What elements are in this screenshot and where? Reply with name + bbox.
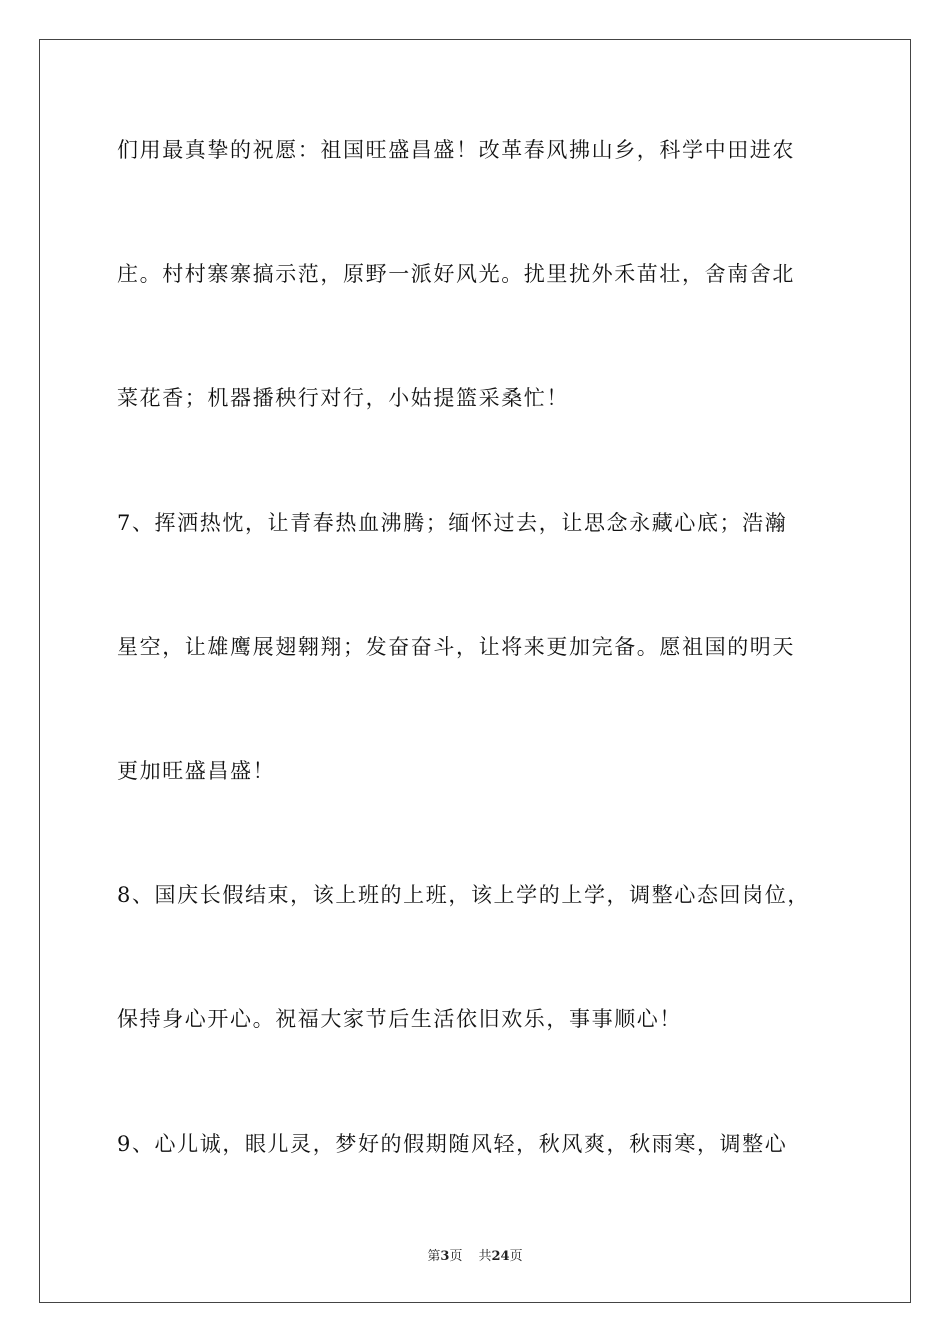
text-line-4: 7、挥洒热忱，让青春热血沸腾；缅怀过去，让思念永藏心底；浩瀚 <box>117 511 788 535</box>
page-border <box>39 39 911 1303</box>
total-suffix: 页 <box>509 1249 523 1264</box>
text-line-9: 9、心儿诚，眼儿灵，梦好的假期随风轻，秋风爽，秋雨寒，调整心 <box>117 1132 788 1156</box>
text-line-7: 8、国庆长假结束，该上班的上班，该上学的上学，调整心态回岗位， <box>117 883 810 907</box>
total-page-number: 24 <box>491 1249 510 1264</box>
text-line-3: 菜花香；机器播秧行对行，小姑提篮采桑忙！ <box>117 386 569 410</box>
text-line-6: 更加旺盛昌盛！ <box>117 759 276 783</box>
text-line-5: 星空，让雄鹰展翅翱翔；发奋奋斗，让将来更加完备。愿祖国的明天 <box>117 635 795 659</box>
page-suffix: 页 <box>449 1249 463 1264</box>
text-line-2: 庄。村村寨寨搞示范，原野一派好风光。扰里扰外禾苗壮，舍南舍北 <box>117 262 795 286</box>
text-line-1: 们用最真挚的祝愿：祖国旺盛昌盛！改革春风拂山乡，科学中田进农 <box>117 138 795 162</box>
page-footer <box>0 1249 950 1265</box>
page-prefix: 第 <box>427 1249 441 1264</box>
current-page-number: 3 <box>440 1249 450 1264</box>
total-prefix: 共 <box>478 1249 492 1264</box>
text-line-8: 保持身心开心。祝福大家节后生活依旧欢乐，事事顺心！ <box>117 1007 682 1031</box>
